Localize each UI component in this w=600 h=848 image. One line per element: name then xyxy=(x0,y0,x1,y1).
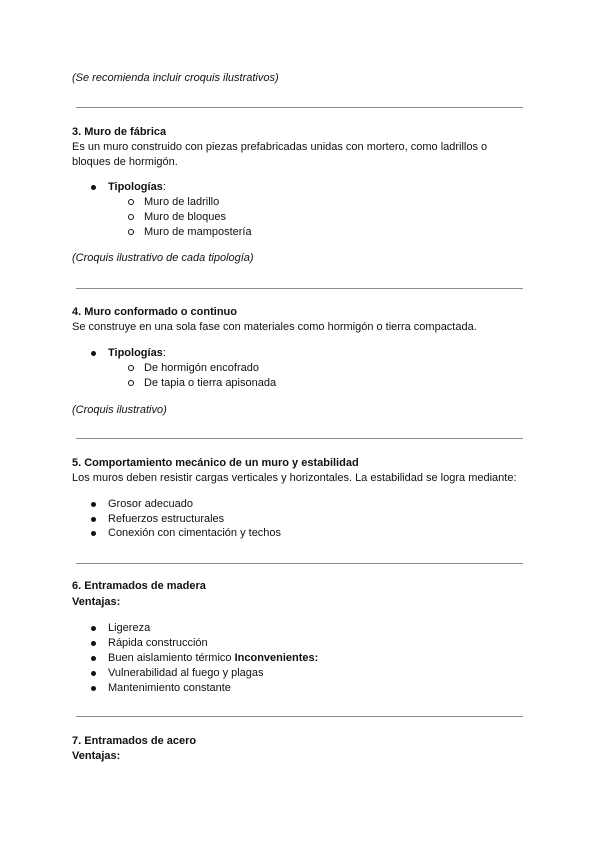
section-4-body: Se construye en una sola fase con materiales como hormigón o tierra compactada. xyxy=(72,321,477,333)
list-item: De hormigón encofrado xyxy=(144,362,259,374)
section-4-heading: 4. Muro conformado o continuo xyxy=(72,306,237,318)
list-item: Rápida construcción xyxy=(108,637,208,649)
section-7-heading: 7. Entramados de acero xyxy=(72,735,197,747)
section-3-body-line1: Es un muro construido con piezas prefabricadas unidas con mortero, como ladrillos o xyxy=(72,141,488,153)
typologies-label: Tipologías xyxy=(108,181,163,193)
list-item: Muro de bloques xyxy=(144,211,226,223)
list-item: Mantenimiento constante xyxy=(108,682,231,694)
colon: : xyxy=(162,181,166,193)
divider xyxy=(76,107,523,108)
list-item: De tapia o tierra apisonada xyxy=(144,377,277,389)
divider xyxy=(76,438,523,439)
list-item-text: Buen aislamiento térmico xyxy=(108,652,232,664)
divider xyxy=(76,563,523,564)
note-sketches: (Se recomienda incluir croquis ilustrativos) xyxy=(72,72,279,84)
section-7-advantages: Ventajas: xyxy=(72,750,121,762)
list-item xyxy=(108,346,166,361)
section-3-note: (Croquis ilustrativo de cada tipología) xyxy=(72,252,254,264)
section-3-heading: 3. Muro de fábrica xyxy=(72,126,167,138)
colon: : xyxy=(162,347,166,359)
list-item: Ligereza xyxy=(108,622,151,634)
list-item: Grosor adecuado xyxy=(108,498,193,510)
divider xyxy=(76,288,523,289)
divider xyxy=(76,716,523,717)
list-item: Conexión con cimentación y techos xyxy=(108,527,282,539)
section-5-heading: 5. Comportamiento mecánico de un muro y estabilidad xyxy=(72,457,359,469)
list-item: Refuerzos estructurales xyxy=(108,513,225,525)
list-item xyxy=(108,651,318,666)
section-4-note: (Croquis ilustrativo) xyxy=(72,404,167,416)
section-5-body: Los muros deben resistir cargas verticales y horizontales. La estabilidad se logra mediante: xyxy=(72,472,517,484)
list-item: Vulnerabilidad al fuego y plagas xyxy=(108,667,264,679)
typologies-label: Tipologías xyxy=(108,347,163,359)
section-6-heading: 6. Entramados de madera xyxy=(72,580,206,592)
list-item xyxy=(108,180,166,195)
disadvantages-label: Inconvenientes: xyxy=(234,652,319,664)
list-item: Muro de ladrillo xyxy=(144,196,220,208)
section-3-body-line2: bloques de hormigón. xyxy=(72,156,178,168)
list-item: Muro de mampostería xyxy=(144,226,252,238)
section-6-advantages: Ventajas: xyxy=(72,596,121,608)
